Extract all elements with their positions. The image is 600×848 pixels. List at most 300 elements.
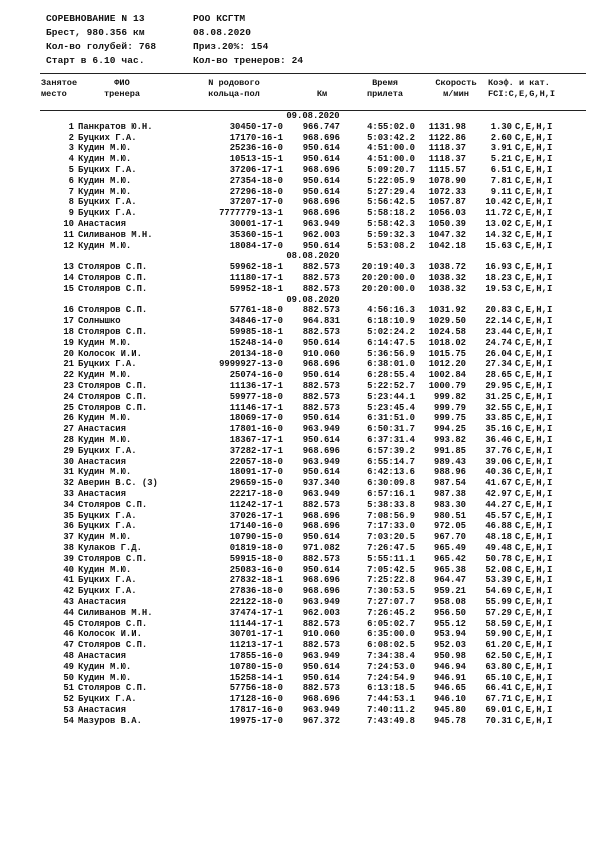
ring-number: 30450-17-0 <box>229 121 283 132</box>
ring-number: 37207-17-0 <box>229 197 283 208</box>
table-row <box>40 597 586 608</box>
coefficient: 49.48 <box>485 543 512 553</box>
speed: 1122.86 <box>428 132 466 143</box>
arrival-time: 7:05:42.5 <box>367 564 415 575</box>
ring-number: 37282-17-1 <box>229 445 283 456</box>
arrival-time: 4:56:16.3 <box>367 305 415 316</box>
place: 14 <box>63 273 74 283</box>
speed: 1078.90 <box>428 175 466 186</box>
coefficient: 69.01 <box>485 705 512 715</box>
trainer-name: Буцких Г.А. <box>78 521 137 532</box>
arrival-time: 6:57:16.1 <box>367 489 415 499</box>
trainer-name: Столяров С.П. <box>78 262 148 273</box>
category: C,E,H,I <box>515 273 553 283</box>
place: 6 <box>68 175 74 186</box>
arrival-time: 4:51:00.0 <box>367 154 415 165</box>
distance: 968.696 <box>302 694 340 705</box>
place: 40 <box>63 564 74 575</box>
header-rule-top <box>40 73 586 74</box>
start-time: Старт в 6.10 час. <box>46 55 145 66</box>
coefficient: 39.06 <box>485 456 512 467</box>
arrival-time: 4:55:02.0 <box>367 121 415 132</box>
coefficient: 67.71 <box>485 694 512 705</box>
table-row <box>40 230 586 241</box>
coefficient: 65.10 <box>485 672 512 683</box>
distance: 966.747 <box>302 121 340 132</box>
arrival-time: 5:23:44.1 <box>367 391 415 402</box>
category: C,E,H,I <box>515 510 553 521</box>
ring-number: 11136-17-1 <box>229 381 283 391</box>
arrival-time: 6:42:13.6 <box>367 467 415 478</box>
speed: 965.42 <box>434 553 466 564</box>
speed: 965.38 <box>434 564 466 575</box>
distance: 950.614 <box>302 413 340 424</box>
speed: 959.21 <box>434 586 466 597</box>
category: C,E,H,I <box>515 208 553 219</box>
trainer-name: Анастасия <box>78 597 126 607</box>
table-row <box>40 457 586 468</box>
place: 3 <box>68 143 74 154</box>
place: 39 <box>63 553 74 564</box>
place: 41 <box>63 575 74 586</box>
trainer-name: Кудин М.Ю. <box>78 370 132 381</box>
trainer-name: Кудин М.Ю. <box>78 175 132 186</box>
category: C,E,H,I <box>515 359 553 370</box>
speed: 1012.20 <box>428 359 466 370</box>
ring-number: 29659-15-0 <box>229 478 283 489</box>
distance: 971.082 <box>302 543 340 553</box>
coefficient: 19.53 <box>485 283 512 294</box>
speed: 1000.79 <box>428 381 466 391</box>
trainer-name: Столяров С.П. <box>78 640 148 651</box>
place: 52 <box>63 694 74 705</box>
ring-number: 10780-15-0 <box>229 661 283 672</box>
trainer-name: Кудин М.Ю. <box>78 413 132 424</box>
col-time: Время прилета <box>366 78 404 99</box>
category: C,E,H,I <box>515 543 553 553</box>
arrival-time: 5:27:29.4 <box>367 186 415 197</box>
arrival-time: 7:17:33.0 <box>367 521 415 532</box>
ring-number: 35360-15-1 <box>229 229 283 240</box>
arrival-time: 20:20:00.0 <box>361 273 415 283</box>
trainer-name: Кудин М.Ю. <box>78 661 132 672</box>
table-row <box>40 165 586 176</box>
speed: 946.65 <box>434 683 466 694</box>
distance: 968.696 <box>302 445 340 456</box>
ring-number: 9999927-13-0 <box>219 359 283 370</box>
table-row <box>40 521 586 532</box>
arrival-time: 5:38:33.8 <box>367 499 415 510</box>
coefficient: 40.36 <box>485 467 512 478</box>
category: C,E,H,I <box>515 197 553 208</box>
category: C,E,H,I <box>515 175 553 186</box>
table-row <box>40 176 586 187</box>
place: 43 <box>63 597 74 607</box>
coefficient: 16.93 <box>485 262 512 273</box>
place: 50 <box>63 672 74 683</box>
trainer-name: Анастасия <box>78 456 126 467</box>
coefficient: 7.81 <box>490 175 512 186</box>
trainer-name: Столяров С.П. <box>78 499 148 510</box>
table-row <box>40 284 586 295</box>
coefficient: 52.08 <box>485 564 512 575</box>
category: C,E,H,I <box>515 467 553 478</box>
place: 47 <box>63 640 74 651</box>
distance: 950.614 <box>302 435 340 445</box>
distance: 882.573 <box>302 618 340 629</box>
speed: 993.82 <box>434 435 466 445</box>
table-row <box>40 716 586 727</box>
speed: 945.78 <box>434 715 466 726</box>
coefficient: 11.72 <box>485 208 512 219</box>
arrival-time: 7:24:53.0 <box>367 661 415 672</box>
speed: 1015.75 <box>428 348 466 359</box>
table-row <box>40 122 586 133</box>
category: C,E,H,I <box>515 661 553 672</box>
col-ring: N родового кольца-пол <box>208 78 260 99</box>
distance: 882.573 <box>302 327 340 337</box>
ring-number: 18091-17-0 <box>229 467 283 478</box>
category: C,E,H,I <box>515 402 553 413</box>
trainer-name: Кулаков Г.Д. <box>78 543 142 553</box>
coefficient: 1.30 <box>490 121 512 132</box>
table-row <box>40 208 586 219</box>
place: 19 <box>63 337 74 348</box>
category: C,E,H,I <box>515 532 553 543</box>
speed: 1038.32 <box>428 283 466 294</box>
table-row <box>40 262 586 273</box>
table-row <box>40 241 586 252</box>
arrival-time: 7:25:22.8 <box>367 575 415 586</box>
table-row <box>40 543 586 554</box>
ring-number: 11213-17-1 <box>229 640 283 651</box>
arrival-time: 6:08:02.5 <box>367 640 415 651</box>
ring-number: 22057-18-0 <box>229 456 283 467</box>
distance: 962.003 <box>302 229 340 240</box>
place: 4 <box>68 154 74 165</box>
ring-number: 27836-18-0 <box>229 586 283 597</box>
category: C,E,H,I <box>515 564 553 575</box>
ring-number: 37206-17-1 <box>229 165 283 175</box>
category: C,E,H,I <box>515 424 553 435</box>
ring-number: 15248-14-0 <box>229 337 283 348</box>
arrival-time: 5:23:45.4 <box>367 402 415 413</box>
ring-number: 19975-17-0 <box>229 715 283 726</box>
coefficient: 27.34 <box>485 359 512 370</box>
distance: 950.614 <box>302 240 340 251</box>
place: 46 <box>63 629 74 640</box>
section-date: 08.08.2020 <box>286 251 340 262</box>
ring-number: 59985-18-1 <box>229 327 283 337</box>
section-date: 09.08.2020 <box>286 111 340 121</box>
speed: 950.98 <box>434 651 466 661</box>
distance: 937.340 <box>302 478 340 489</box>
ring-number: 17817-16-0 <box>229 705 283 715</box>
trainer-name: Столяров С.П. <box>78 283 148 294</box>
trainer-name: Буцких Г.А. <box>78 208 137 219</box>
coefficient: 3.91 <box>490 143 512 154</box>
speed: 953.94 <box>434 629 466 640</box>
coefficient: 44.27 <box>485 499 512 510</box>
speed: 1047.32 <box>428 229 466 240</box>
release-point: Брест, 980.356 км <box>46 27 145 38</box>
speed: 1118.37 <box>428 143 466 154</box>
category: C,E,H,I <box>515 597 553 607</box>
place: 30 <box>63 456 74 467</box>
category: C,E,H,I <box>515 348 553 359</box>
trainer-name: Аверин В.С. (3) <box>78 478 158 489</box>
place: 12 <box>63 240 74 251</box>
ring-number: 30001-17-1 <box>229 219 283 229</box>
speed: 965.49 <box>434 543 466 553</box>
place: 28 <box>63 435 74 445</box>
table-row <box>40 662 586 673</box>
category: C,E,H,I <box>515 413 553 424</box>
distance: 882.573 <box>302 391 340 402</box>
ring-number: 18069-17-0 <box>229 413 283 424</box>
category: C,E,H,I <box>515 586 553 597</box>
arrival-time: 7:27:07.7 <box>367 597 415 607</box>
category: C,E,H,I <box>515 629 553 640</box>
arrival-time: 7:40:11.2 <box>367 705 415 715</box>
ring-number: 57756-18-0 <box>229 683 283 694</box>
place: 15 <box>63 283 74 294</box>
distance: 950.614 <box>302 564 340 575</box>
category: C,E,H,I <box>515 337 553 348</box>
place: 48 <box>63 651 74 661</box>
table-row <box>40 608 586 619</box>
category: C,E,H,I <box>515 262 553 273</box>
table-row <box>40 338 586 349</box>
trainer-name: Буцких Г.А. <box>78 510 137 521</box>
speed: 983.30 <box>434 499 466 510</box>
speed: 1031.92 <box>428 305 466 316</box>
speed: 999.79 <box>434 402 466 413</box>
table-row <box>40 316 586 327</box>
table-row <box>40 683 586 694</box>
table-row <box>40 435 586 446</box>
ring-number: 22122-18-0 <box>229 597 283 607</box>
coefficient: 31.25 <box>485 391 512 402</box>
distance: 950.614 <box>302 175 340 186</box>
coefficient: 5.21 <box>490 154 512 165</box>
speed: 967.70 <box>434 532 466 543</box>
trainer-name: Солнышко <box>78 316 121 327</box>
speed: 991.85 <box>434 445 466 456</box>
trainer-name: Кудин М.Ю. <box>78 143 132 154</box>
category: C,E,H,I <box>515 305 553 316</box>
distance: 910.060 <box>302 348 340 359</box>
ring-number: 17170-16-1 <box>229 132 283 143</box>
place: 37 <box>63 532 74 543</box>
place: 18 <box>63 327 74 337</box>
arrival-time: 6:13:18.5 <box>367 683 415 694</box>
place: 25 <box>63 402 74 413</box>
place: 32 <box>63 478 74 489</box>
trainer-name: Кудин М.Ю. <box>78 532 132 543</box>
arrival-time: 5:59:32.3 <box>367 229 415 240</box>
distance: 963.949 <box>302 705 340 715</box>
category: C,E,H,I <box>515 219 553 229</box>
section-date: 09.08.2020 <box>286 294 340 305</box>
place: 13 <box>63 262 74 273</box>
arrival-time: 7:43:49.8 <box>367 715 415 726</box>
ring-number: 27832-18-1 <box>229 575 283 586</box>
distance: 950.614 <box>302 672 340 683</box>
category: C,E,H,I <box>515 316 553 327</box>
speed: 1118.37 <box>428 154 466 165</box>
distance: 968.696 <box>302 197 340 208</box>
table-row <box>40 133 586 144</box>
speed: 1042.18 <box>428 240 466 251</box>
speed: 989.43 <box>434 456 466 467</box>
distance: 882.573 <box>302 402 340 413</box>
coefficient: 32.55 <box>485 402 512 413</box>
trainer-name: Кудин М.Ю. <box>78 154 132 165</box>
trainer-name: Кудин М.Ю. <box>78 672 132 683</box>
trainer-name: Столяров С.П. <box>78 618 148 629</box>
distance: 950.614 <box>302 370 340 381</box>
distance: 968.696 <box>302 575 340 586</box>
place: 16 <box>63 305 74 316</box>
trainer-name: Столяров С.П. <box>78 402 148 413</box>
arrival-time: 7:03:20.5 <box>367 532 415 543</box>
speed: 1038.32 <box>428 273 466 283</box>
table-row <box>40 370 586 381</box>
arrival-time: 7:26:47.5 <box>367 543 415 553</box>
ring-number: 59952-18-1 <box>229 283 283 294</box>
place: 20 <box>63 348 74 359</box>
coefficient: 9.11 <box>490 186 512 197</box>
ring-number: 59977-18-0 <box>229 391 283 402</box>
distance: 968.696 <box>302 359 340 370</box>
ring-number: 25074-16-0 <box>229 370 283 381</box>
distance: 882.573 <box>302 262 340 273</box>
speed: 1029.50 <box>428 316 466 327</box>
trainer-name: Буцких Г.А. <box>78 575 137 586</box>
coefficient: 14.32 <box>485 229 512 240</box>
ring-number: 15258-14-1 <box>229 672 283 683</box>
category: C,E,H,I <box>515 381 553 391</box>
coefficient: 20.83 <box>485 305 512 316</box>
trainer-name: Буцких Г.А. <box>78 694 137 705</box>
category: C,E,H,I <box>515 445 553 456</box>
ring-number: 17801-16-0 <box>229 424 283 435</box>
arrival-time: 5:55:11.1 <box>367 553 415 564</box>
trainer-name: Анастасия <box>78 489 126 499</box>
arrival-time: 4:51:00.0 <box>367 143 415 154</box>
table-row <box>40 359 586 370</box>
coefficient: 55.99 <box>485 597 512 607</box>
place: 2 <box>68 132 74 143</box>
ring-number: 37026-17-1 <box>229 510 283 521</box>
table-row <box>40 532 586 543</box>
coefficient: 15.63 <box>485 240 512 251</box>
place: 33 <box>63 489 74 499</box>
table-row <box>40 154 586 165</box>
table-row <box>40 586 586 597</box>
col-coef-category: Коэф. и кат. FCI:C,E,G,H,I <box>488 78 556 99</box>
table-row <box>40 381 586 392</box>
speed: 972.05 <box>434 521 466 532</box>
distance: 963.949 <box>302 456 340 467</box>
speed: 987.38 <box>434 489 466 499</box>
trainer-name: Столяров С.П. <box>78 327 148 337</box>
trainer-name: Буцких Г.А. <box>78 586 137 597</box>
place: 11 <box>63 229 74 240</box>
category: C,E,H,I <box>515 715 553 726</box>
trainer-name: Анастасия <box>78 651 126 661</box>
arrival-time: 7:24:54.9 <box>367 672 415 683</box>
category: C,E,H,I <box>515 121 553 132</box>
arrival-time: 6:05:02.7 <box>367 618 415 629</box>
col-distance: Км <box>316 89 328 99</box>
trainer-name: Колосок И.И. <box>78 629 142 640</box>
speed: 946.91 <box>434 672 466 683</box>
ring-number: 17140-16-0 <box>229 521 283 532</box>
coefficient: 10.42 <box>485 197 512 208</box>
place: 7 <box>68 186 74 197</box>
arrival-time: 6:31:51.0 <box>367 413 415 424</box>
table-row <box>40 273 586 284</box>
trainer-name: Столяров С.П. <box>78 683 148 694</box>
competition-title: СОРЕВНОВАНИЕ N 13 <box>46 13 145 24</box>
speed: 946.94 <box>434 661 466 672</box>
table-row <box>40 640 586 651</box>
ring-number: 22217-18-0 <box>229 489 283 499</box>
coefficient: 46.88 <box>485 521 512 532</box>
arrival-time: 5:03:42.2 <box>367 132 415 143</box>
trainer-name: Столяров С.П. <box>78 305 148 316</box>
trainer-name: Буцких Г.А. <box>78 445 137 456</box>
category: C,E,H,I <box>515 370 553 381</box>
trainer-name: Кудин М.Ю. <box>78 435 132 445</box>
arrival-time: 5:53:08.2 <box>367 240 415 251</box>
coefficient: 58.59 <box>485 618 512 629</box>
distance: 950.614 <box>302 154 340 165</box>
place: 34 <box>63 499 74 510</box>
table-row <box>40 575 586 586</box>
category: C,E,H,I <box>515 521 553 532</box>
distance: 882.573 <box>302 640 340 651</box>
trainer-name: Панкратов Ю.Н. <box>78 121 153 132</box>
distance: 968.696 <box>302 208 340 219</box>
coefficient: 59.90 <box>485 629 512 640</box>
coefficient: 36.46 <box>485 435 512 445</box>
ring-number: 01819-18-0 <box>229 543 283 553</box>
place: 49 <box>63 661 74 672</box>
coefficient: 28.65 <box>485 370 512 381</box>
speed: 1050.39 <box>428 219 466 229</box>
place: 53 <box>63 705 74 715</box>
distance: 967.372 <box>302 715 340 726</box>
trainer-name: Кудин М.Ю. <box>78 186 132 197</box>
speed: 952.03 <box>434 640 466 651</box>
table-row <box>40 143 586 154</box>
speed: 980.51 <box>434 510 466 521</box>
pigeon-count: Кол-во голубей: 768 <box>46 41 157 52</box>
distance: 968.696 <box>302 586 340 597</box>
arrival-time: 5:56:42.5 <box>367 197 415 208</box>
speed: 1018.02 <box>428 337 466 348</box>
ring-number: 18367-17-1 <box>229 435 283 445</box>
place: 26 <box>63 413 74 424</box>
coefficient: 37.76 <box>485 445 512 456</box>
table-row <box>40 673 586 684</box>
trainer-name: Анастасия <box>78 705 126 715</box>
category: C,E,H,I <box>515 186 553 197</box>
place: 17 <box>63 316 74 327</box>
